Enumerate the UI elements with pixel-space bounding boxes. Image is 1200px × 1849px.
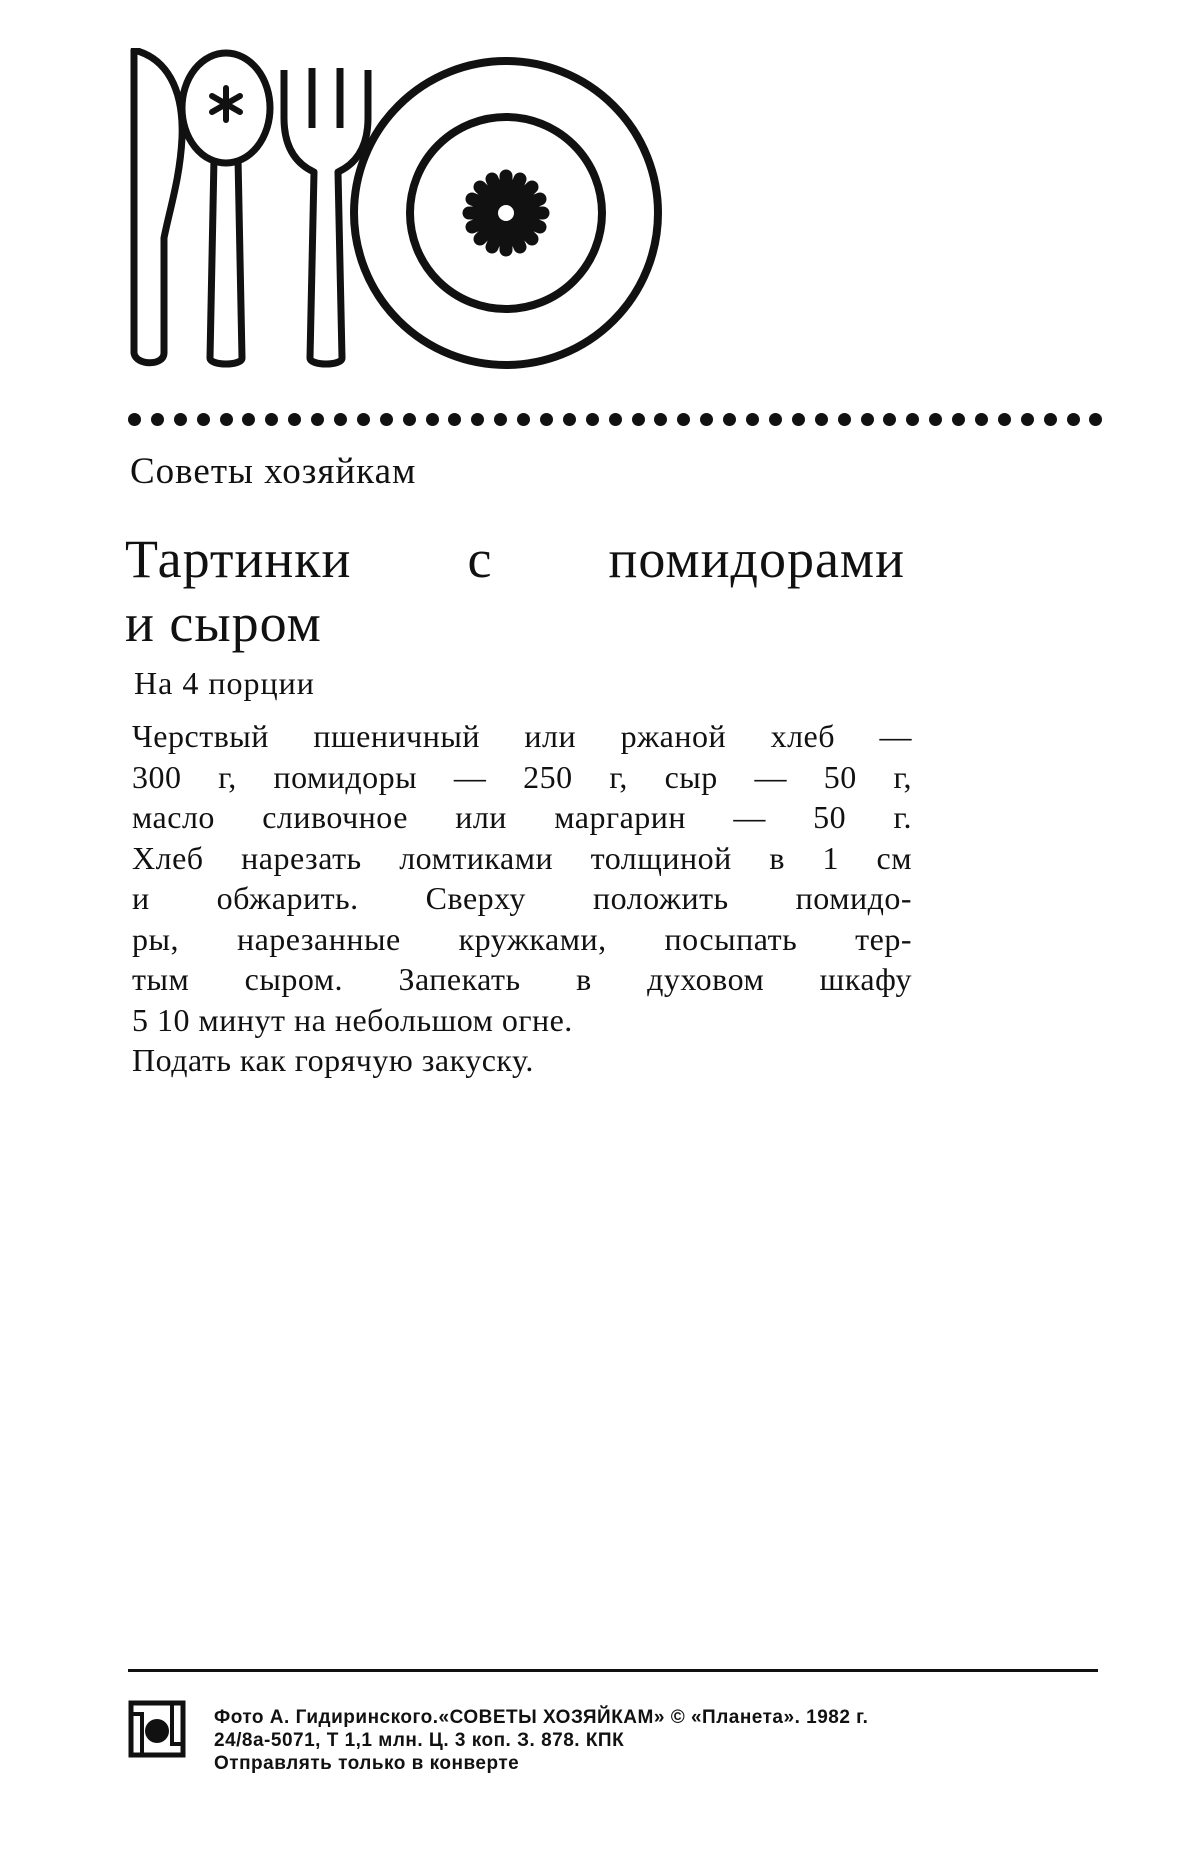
divider-dot: [220, 413, 233, 426]
servings-note: На 4 порции: [134, 665, 315, 701]
footer-divider: [128, 1669, 1098, 1672]
divider-dot: [334, 413, 347, 426]
divider-dot: [311, 413, 324, 426]
divider-dot: [609, 413, 622, 426]
divider-dot: [769, 413, 782, 426]
plate-icon: [354, 61, 658, 365]
recipe-title: [125, 527, 905, 655]
divider-dot: [677, 413, 690, 426]
divider-dot: [242, 413, 255, 426]
spoon-icon: [182, 53, 270, 364]
divider-dot: [426, 413, 439, 426]
recipe-line: тым сыром. Запекать в духовом шкафу: [132, 961, 912, 997]
divider-dot: [952, 413, 965, 426]
dotted-divider: [128, 408, 1103, 430]
divider-dot: [1067, 413, 1080, 426]
divider-dot: [815, 413, 828, 426]
divider-dot: [1021, 413, 1034, 426]
divider-dot: [403, 413, 416, 426]
divider-dot: [654, 413, 667, 426]
imprint-text: [214, 1706, 868, 1775]
divider-dot: [838, 413, 851, 426]
title-word: Тартинки: [125, 529, 352, 589]
divider-dot: [975, 413, 988, 426]
divider-dot: [632, 413, 645, 426]
recipe-line: ры, нарезанные кружками, посыпать тер-: [132, 920, 912, 957]
planeta-logo: [128, 1700, 186, 1758]
imprint-line: Фото А. Гидиринского.«СОВЕТЫ ХОЗЯЙКАМ» © «Планета». 1982 г.: [214, 1707, 869, 1728]
cutlery-plate-emblem: [126, 48, 686, 378]
divider-dot: [448, 413, 461, 426]
divider-dot: [906, 413, 919, 426]
divider-dot: [1044, 413, 1057, 426]
title-word: с: [467, 529, 493, 589]
divider-dot: [151, 413, 164, 426]
divider-dot: [174, 413, 187, 426]
divider-dot: [700, 413, 713, 426]
divider-dot: [128, 413, 141, 426]
divider-dot: [723, 413, 736, 426]
divider-dot: [197, 413, 210, 426]
imprint-line: Отправлять только в конверте: [214, 1753, 520, 1774]
divider-dot: [998, 413, 1011, 426]
recipe-line: Черствый пшеничный или ржаной хлеб —: [132, 718, 912, 754]
recipe-text: [132, 716, 912, 1081]
divider-dot: [380, 413, 393, 426]
knife-icon: [134, 50, 182, 363]
title-word: помидорами: [608, 529, 905, 589]
divider-dot: [563, 413, 576, 426]
divider-dot: [929, 413, 942, 426]
recipe-title-line-1: [125, 527, 905, 591]
divider-dot: [792, 413, 805, 426]
recipe-line: и обжарить. Сверху положить помидо-: [132, 880, 912, 916]
divider-dot: [288, 413, 301, 426]
divider-dot: [883, 413, 896, 426]
recipe-line: 300 г, помидоры — 250 г, сыр — 50 г,: [132, 758, 912, 795]
recipe-line: масло сливочное или маргарин — 50 г.: [132, 799, 912, 835]
series-title: Советы хозяйкам: [130, 451, 417, 492]
divider-dot: [357, 413, 370, 426]
divider-dot: [540, 413, 553, 426]
divider-dot: [586, 413, 599, 426]
divider-dot: [1089, 413, 1102, 426]
divider-dot: [746, 413, 759, 426]
recipe-line: Хлеб нарезать ломтиками толщиной в 1 см: [132, 839, 912, 876]
divider-dot: [265, 413, 278, 426]
divider-dot: [494, 413, 507, 426]
recipe-line: Подать как горячую закуску.: [132, 1042, 534, 1078]
imprint-line: 24/8а-5071, Т 1,1 млн. Ц. 3 коп. З. 878. КПК: [214, 1730, 625, 1751]
divider-dot: [471, 413, 484, 426]
recipe-line: 5 10 минут на небольшом огне.: [132, 1001, 573, 1038]
divider-dot: [861, 413, 874, 426]
recipe-title-line-2: и сыром: [125, 593, 322, 653]
divider-dot: [517, 413, 530, 426]
